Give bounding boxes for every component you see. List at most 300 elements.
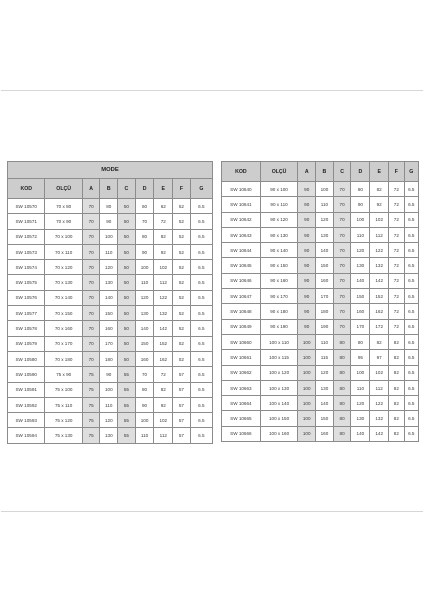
dimension-cell: 112	[370, 227, 389, 242]
dimension-cell: 90	[298, 212, 316, 227]
size-cell: 90 x 180	[260, 304, 298, 319]
dimension-cell: 80	[333, 380, 351, 395]
dimension-cell: 52	[173, 336, 191, 351]
dimension-cell: 55	[118, 382, 136, 397]
dimension-cell: 82	[389, 380, 404, 395]
dimension-cell: 150	[135, 336, 154, 351]
table-row	[8, 275, 213, 290]
table-row	[8, 351, 213, 366]
size-cell: 90 x 110	[260, 197, 298, 212]
table-row	[222, 380, 419, 395]
table-row	[8, 229, 213, 244]
product-code-cell: SW 10664	[222, 396, 261, 411]
dimension-cell: 100	[100, 382, 118, 397]
dimension-cell: 170	[100, 336, 118, 351]
dimension-cell: 80	[100, 199, 118, 214]
dimension-cell: 6.5	[190, 290, 212, 305]
product-code-cell: SW 10643	[222, 227, 261, 242]
dimension-cell: 6.5	[404, 380, 418, 395]
table-row	[222, 396, 419, 411]
dimension-cell: 140	[351, 273, 370, 288]
dimension-cell: 92	[154, 244, 173, 259]
table-row	[222, 243, 419, 258]
dimension-cell: 140	[316, 243, 334, 258]
dimension-cell: 92	[370, 197, 389, 212]
size-cell: 90 x 190	[260, 319, 298, 334]
dimension-cell: 130	[135, 306, 154, 321]
product-code-cell: SW 10641	[222, 197, 261, 212]
size-cell: 70 x 90	[45, 214, 82, 229]
table-title: MODE	[8, 162, 213, 179]
dimension-cell: 142	[154, 321, 173, 336]
dimension-cell: 75	[82, 382, 100, 397]
dimension-cell: 82	[370, 182, 389, 197]
dimension-cell: 120	[351, 396, 370, 411]
dimension-cell: 72	[389, 197, 404, 212]
table-row	[222, 289, 419, 304]
dimension-cell: 72	[389, 289, 404, 304]
product-code-cell: SW 10577	[8, 306, 45, 321]
dimension-cell: 80	[333, 396, 351, 411]
dimension-cell: 120	[316, 365, 334, 380]
dimension-cell: 6.5	[190, 244, 212, 259]
table-row	[222, 227, 419, 242]
product-code-cell: SW 10665	[222, 411, 261, 426]
dimension-cell: 50	[118, 214, 136, 229]
dimension-cell: 120	[316, 212, 334, 227]
dimension-cell: 110	[100, 397, 118, 412]
table-row	[222, 273, 419, 288]
size-cell: 70 x 120	[45, 260, 82, 275]
dimension-cell: 110	[316, 334, 334, 349]
dimension-cell: 115	[316, 350, 334, 365]
dimension-cell: 122	[370, 243, 389, 258]
product-code-cell: SW 10662	[222, 365, 261, 380]
dimension-cell: 152	[154, 336, 173, 351]
dimension-cell: 60	[135, 199, 154, 214]
size-cell: 100 x 110	[260, 334, 298, 349]
dimension-cell: 6.5	[404, 212, 418, 227]
column-header: E	[370, 162, 389, 182]
dimension-cell: 6.5	[190, 397, 212, 412]
column-header: A	[82, 179, 100, 199]
dimension-cell: 6.5	[404, 365, 418, 380]
dimension-cell: 92	[154, 397, 173, 412]
dimension-cell: 120	[100, 413, 118, 428]
dimension-cell: 82	[389, 350, 404, 365]
size-cell: 100 x 120	[260, 365, 298, 380]
dimension-cell: 50	[118, 306, 136, 321]
dimension-cell: 130	[100, 275, 118, 290]
dimension-cell: 160	[135, 351, 154, 366]
product-code-cell: SW 10591	[8, 382, 45, 397]
size-cell: 75 x 120	[45, 413, 82, 428]
dimension-cell: 70	[333, 319, 351, 334]
dimension-cell: 6.5	[404, 289, 418, 304]
dimension-cell: 90	[100, 367, 118, 382]
column-header: D	[351, 162, 370, 182]
dimension-cell: 102	[370, 365, 389, 380]
dimension-cell: 55	[118, 428, 136, 443]
product-code-cell: SW 10578	[8, 321, 45, 336]
dimension-cell: 100	[135, 260, 154, 275]
dimension-cell: 6.5	[404, 304, 418, 319]
dimension-cell: 100	[298, 426, 316, 441]
table-row	[8, 397, 213, 412]
dimension-cell: 110	[351, 227, 370, 242]
dimension-cell: 90	[298, 243, 316, 258]
dimension-cell: 100	[298, 334, 316, 349]
dimension-cell: 50	[118, 336, 136, 351]
product-code-cell: SW 10593	[8, 413, 45, 428]
dimension-cell: 57	[173, 382, 191, 397]
column-header: G	[404, 162, 418, 182]
size-cell: 90 x 160	[260, 273, 298, 288]
dimension-cell: 70	[82, 321, 100, 336]
dimension-cell: 90	[298, 197, 316, 212]
table-row	[8, 290, 213, 305]
dimension-cell: 70	[82, 260, 100, 275]
dimension-cell: 55	[118, 367, 136, 382]
column-header: C	[118, 179, 136, 199]
dimension-cell: 70	[333, 182, 351, 197]
size-cell: 90 x 170	[260, 289, 298, 304]
dimension-cell: 6.5	[404, 258, 418, 273]
dimension-cell: 6.5	[190, 428, 212, 443]
table-row	[8, 214, 213, 229]
size-cell: 100 x 160	[260, 426, 298, 441]
dimension-cell: 52	[173, 290, 191, 305]
product-code-cell: SW 10640	[222, 182, 261, 197]
column-header: OLÇÜ	[260, 162, 298, 182]
dimension-cell: 80	[333, 426, 351, 441]
table-row	[222, 426, 419, 441]
dimension-cell: 90	[135, 244, 154, 259]
dimension-cell: 72	[389, 319, 404, 334]
dimension-cell: 80	[333, 411, 351, 426]
dimension-cell: 100	[298, 350, 316, 365]
column-header: D	[135, 179, 154, 199]
table-row	[8, 260, 213, 275]
dimension-cell: 80	[351, 334, 370, 349]
dimension-cell: 97	[370, 350, 389, 365]
size-cell: 70 x 150	[45, 306, 82, 321]
dimension-cell: 6.5	[190, 306, 212, 321]
size-cell: 70 x 180	[45, 351, 82, 366]
dimension-cell: 6.5	[404, 243, 418, 258]
column-header: B	[100, 179, 118, 199]
dimension-cell: 82	[389, 365, 404, 380]
product-code-cell: SW 10573	[8, 244, 45, 259]
size-cell: 70 x 80	[45, 199, 82, 214]
dimension-cell: 6.5	[190, 260, 212, 275]
dimension-cell: 162	[370, 304, 389, 319]
dimension-cell: 75	[82, 428, 100, 443]
product-code-cell: SW 10648	[222, 304, 261, 319]
table-row	[222, 365, 419, 380]
dimension-cell: 6.5	[190, 382, 212, 397]
dimension-cell: 50	[118, 321, 136, 336]
dimension-cell: 50	[118, 351, 136, 366]
size-cell: 90 x 120	[260, 212, 298, 227]
table-row	[222, 319, 419, 334]
dimension-cell: 150	[100, 306, 118, 321]
dimension-cell: 132	[370, 411, 389, 426]
product-code-cell: SW 10646	[222, 273, 261, 288]
dimension-cell: 70	[82, 229, 100, 244]
dimension-cell: 52	[173, 214, 191, 229]
product-code-cell: SW 10649	[222, 319, 261, 334]
dimension-cell: 152	[370, 289, 389, 304]
dimension-cell: 130	[316, 227, 334, 242]
product-code-cell: SW 10575	[8, 275, 45, 290]
dimension-cell: 112	[370, 380, 389, 395]
dimension-cell: 72	[389, 304, 404, 319]
dimension-cell: 52	[173, 275, 191, 290]
dimension-cell: 75	[82, 367, 100, 382]
dimension-cell: 100	[351, 212, 370, 227]
dimension-cell: 160	[100, 321, 118, 336]
product-code-cell: SW 10579	[8, 336, 45, 351]
dimension-cell: 112	[154, 428, 173, 443]
size-cell: 70 x 160	[45, 321, 82, 336]
dimension-cell: 70	[333, 197, 351, 212]
dimension-cell: 72	[389, 212, 404, 227]
dimension-cell: 57	[173, 367, 191, 382]
table-row	[222, 411, 419, 426]
dimension-cell: 70	[333, 212, 351, 227]
dimension-cell: 160	[316, 426, 334, 441]
dimension-cell: 50	[118, 260, 136, 275]
dimension-cell: 90	[298, 319, 316, 334]
dimension-cell: 52	[173, 199, 191, 214]
dimension-cell: 80	[333, 365, 351, 380]
dimension-cell: 122	[154, 290, 173, 305]
dimension-cell: 62	[154, 199, 173, 214]
dimension-cell: 90	[298, 273, 316, 288]
dimension-cell: 90	[298, 304, 316, 319]
dimension-cell: 80	[333, 334, 351, 349]
dimension-cell: 52	[173, 321, 191, 336]
dimension-cell: 55	[118, 413, 136, 428]
dimension-cell: 57	[173, 428, 191, 443]
dimension-cell: 190	[316, 319, 334, 334]
dimension-cell: 80	[135, 229, 154, 244]
column-header: C	[333, 162, 351, 182]
dimension-cell: 170	[316, 289, 334, 304]
table-row	[222, 212, 419, 227]
dimension-cell: 50	[118, 275, 136, 290]
table-row	[8, 244, 213, 259]
dimension-cell: 150	[351, 289, 370, 304]
size-cell: 90 x 130	[260, 227, 298, 242]
table-row	[8, 321, 213, 336]
dimension-cell: 55	[118, 397, 136, 412]
dimension-cell: 142	[370, 273, 389, 288]
dimension-cell: 180	[316, 304, 334, 319]
product-code-cell: SW 10647	[222, 289, 261, 304]
dimension-cell: 120	[135, 290, 154, 305]
table-row	[8, 199, 213, 214]
size-cell: 75 x 90	[45, 367, 82, 382]
dimension-cell: 72	[389, 273, 404, 288]
product-code-cell: SW 10571	[8, 214, 45, 229]
table-row	[222, 350, 419, 365]
dimension-cell: 6.5	[190, 413, 212, 428]
dimension-cell: 90	[298, 258, 316, 273]
spec-sheet	[1, 90, 423, 512]
dimension-cell: 52	[173, 229, 191, 244]
dimension-cell: 82	[389, 334, 404, 349]
product-code-cell: SW 10594	[8, 428, 45, 443]
size-cell: 90 x 150	[260, 258, 298, 273]
product-code-cell: SW 10645	[222, 258, 261, 273]
product-code-cell: SW 10660	[222, 334, 261, 349]
dimension-cell: 100	[316, 182, 334, 197]
table-row	[222, 304, 419, 319]
dimension-cell: 100	[298, 396, 316, 411]
dimension-cell: 6.5	[190, 367, 212, 382]
dimension-cell: 50	[118, 244, 136, 259]
size-cell: 90 x 140	[260, 243, 298, 258]
dimension-cell: 72	[389, 243, 404, 258]
dimension-cell: 130	[316, 380, 334, 395]
dimension-cell: 142	[370, 426, 389, 441]
dimension-cell: 100	[100, 229, 118, 244]
dimension-cell: 52	[173, 306, 191, 321]
table-row	[222, 258, 419, 273]
dimension-cell: 6.5	[404, 396, 418, 411]
product-code-cell: SW 10572	[8, 229, 45, 244]
dimension-cell: 70	[82, 290, 100, 305]
dimension-cell: 132	[154, 306, 173, 321]
dimension-cell: 6.5	[190, 321, 212, 336]
column-header: B	[316, 162, 334, 182]
dimension-cell: 82	[389, 426, 404, 441]
column-header: KOD	[8, 179, 45, 199]
dimension-cell: 75	[82, 413, 100, 428]
dimension-cell: 100	[351, 365, 370, 380]
dimension-cell: 162	[154, 351, 173, 366]
size-cell: 90 x 100	[260, 182, 298, 197]
dimension-cell: 6.5	[190, 214, 212, 229]
dimension-cell: 57	[173, 413, 191, 428]
dimension-cell: 160	[351, 304, 370, 319]
size-cell: 70 x 170	[45, 336, 82, 351]
dimension-cell: 110	[351, 380, 370, 395]
product-code-cell: SW 10592	[8, 397, 45, 412]
dimension-cell: 75	[82, 397, 100, 412]
table-row	[8, 382, 213, 397]
dimension-cell: 70	[82, 199, 100, 214]
product-code-cell: SW 10580	[8, 351, 45, 366]
dimension-cell: 90	[135, 397, 154, 412]
dimension-cell: 6.5	[404, 426, 418, 441]
dimension-cell: 82	[389, 396, 404, 411]
dimension-cell: 130	[100, 428, 118, 443]
dimension-cell: 140	[100, 290, 118, 305]
dimension-cell: 90	[100, 214, 118, 229]
dimension-cell: 70	[333, 227, 351, 242]
dimension-cell: 90	[298, 182, 316, 197]
dimension-cell: 100	[298, 365, 316, 380]
dimension-cell: 70	[82, 244, 100, 259]
dimension-cell: 140	[316, 396, 334, 411]
dimension-cell: 120	[351, 243, 370, 258]
dimension-cell: 102	[154, 260, 173, 275]
dimension-cell: 70	[333, 243, 351, 258]
dimension-cell: 50	[118, 290, 136, 305]
dimension-cell: 80	[135, 382, 154, 397]
dimension-cell: 82	[154, 229, 173, 244]
dimension-cell: 122	[370, 396, 389, 411]
size-cell: 75 x 110	[45, 397, 82, 412]
product-code-cell: SW 10574	[8, 260, 45, 275]
dimension-cell: 72	[154, 214, 173, 229]
column-header: OLÇÜ	[45, 179, 82, 199]
dimension-cell: 82	[154, 382, 173, 397]
table-row	[8, 428, 213, 443]
product-code-cell: SW 10570	[8, 199, 45, 214]
dimension-cell: 150	[316, 411, 334, 426]
dimension-cell: 150	[316, 258, 334, 273]
table-row	[8, 367, 213, 382]
dimension-cell: 6.5	[404, 334, 418, 349]
table-row	[222, 197, 419, 212]
product-code-cell: SW 10666	[222, 426, 261, 441]
dimension-cell: 102	[370, 212, 389, 227]
dimension-cell: 6.5	[404, 227, 418, 242]
dimension-cell: 140	[135, 321, 154, 336]
dimension-cell: 6.5	[404, 319, 418, 334]
size-cell: 75 x 130	[45, 428, 82, 443]
dimension-cell: 102	[154, 413, 173, 428]
dimension-cell: 6.5	[404, 182, 418, 197]
table-row	[8, 413, 213, 428]
dimension-cell: 52	[173, 244, 191, 259]
product-code-cell: SW 10576	[8, 290, 45, 305]
dimension-cell: 6.5	[404, 273, 418, 288]
dimension-cell: 110	[135, 428, 154, 443]
dimension-cell: 110	[100, 244, 118, 259]
dimension-cell: 72	[389, 258, 404, 273]
table-row	[8, 306, 213, 321]
dimension-cell: 70	[82, 336, 100, 351]
dimension-cell: 130	[351, 258, 370, 273]
column-header: E	[154, 179, 173, 199]
mode-spec-table	[7, 161, 213, 444]
dimension-cell: 82	[370, 334, 389, 349]
dimension-cell: 50	[118, 229, 136, 244]
dimension-cell: 120	[100, 260, 118, 275]
dimension-cell: 110	[135, 275, 154, 290]
dimension-cell: 72	[389, 182, 404, 197]
dimension-cell: 70	[82, 306, 100, 321]
product-code-cell: SW 10663	[222, 380, 261, 395]
table-row	[8, 336, 213, 351]
dimension-cell: 72	[389, 227, 404, 242]
dimension-cell: 70	[333, 258, 351, 273]
size-cell: 75 x 100	[45, 382, 82, 397]
dimension-cell: 160	[316, 273, 334, 288]
dimension-cell: 6.5	[404, 411, 418, 426]
size-cell: 100 x 140	[260, 396, 298, 411]
dimension-cell: 140	[351, 426, 370, 441]
table-row	[222, 182, 419, 197]
size-cell: 100 x 130	[260, 380, 298, 395]
product-code-cell: SW 10642	[222, 212, 261, 227]
dimension-cell: 6.5	[404, 350, 418, 365]
